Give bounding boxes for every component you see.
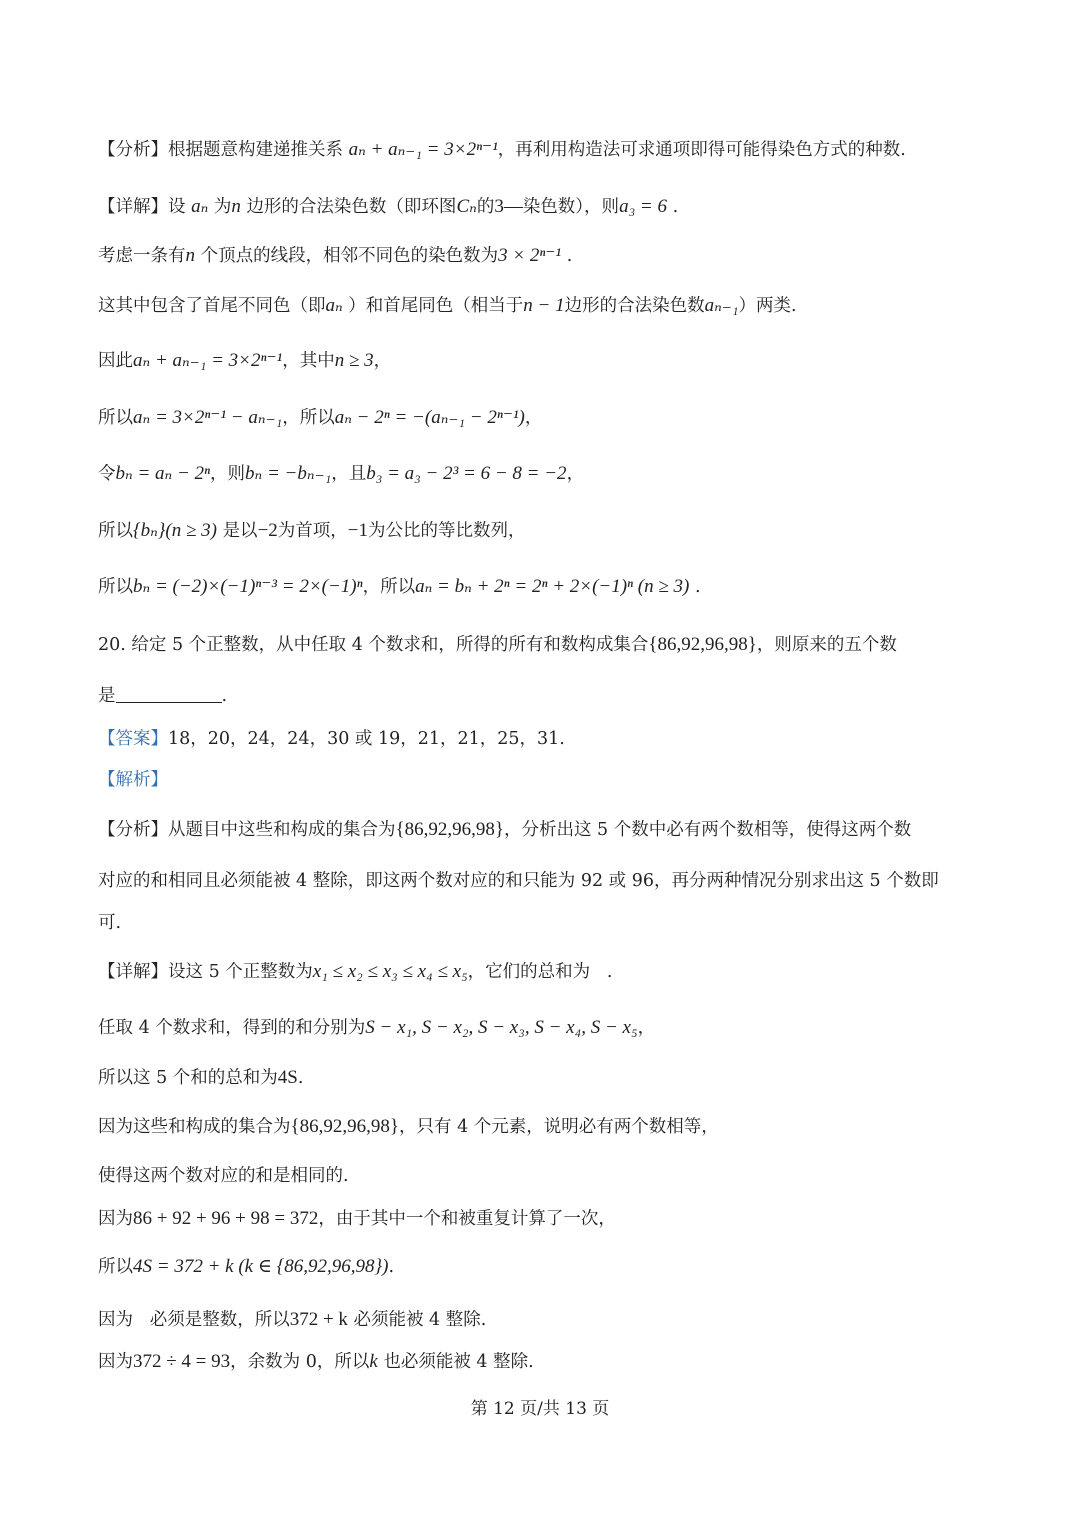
question-20-line-1 bbox=[98, 632, 988, 658]
formula: 4S bbox=[277, 1067, 298, 1088]
text: ，余数为 0，所以 bbox=[230, 1352, 370, 1372]
text: 染色数），则 bbox=[522, 197, 620, 217]
text: 设这 5 个正整数为 bbox=[168, 962, 313, 982]
formula: 3— bbox=[494, 196, 523, 217]
formula: {bₙ}(n ≥ 3) bbox=[133, 520, 217, 541]
text: 根据题意构建递推关系 bbox=[168, 140, 343, 160]
text: 所以 bbox=[98, 521, 133, 541]
text: 的 bbox=[476, 197, 495, 217]
text: 必须是整数，所以 bbox=[149, 1310, 290, 1330]
text: 所以 bbox=[98, 577, 133, 597]
text: ， bbox=[637, 1018, 656, 1038]
tag-analysis: 【分析】 bbox=[98, 820, 168, 840]
text: 也必须能被 4 整除. bbox=[383, 1352, 534, 1372]
formula: n ≥ 3 bbox=[334, 350, 374, 371]
formula: aₙ₋₁ bbox=[704, 295, 739, 316]
text: 必须能被 4 整除. bbox=[353, 1310, 487, 1330]
text: ，分析出这 5 个数中必有两个数相等，使得这两个数 bbox=[504, 820, 912, 840]
detail-line-16 bbox=[98, 1307, 988, 1333]
text: 所以 bbox=[98, 408, 133, 428]
text: ，其中 bbox=[282, 351, 335, 371]
formula: n bbox=[231, 196, 241, 217]
detail-line-11 bbox=[98, 1065, 988, 1091]
text: ）两类. bbox=[738, 296, 797, 316]
detail-line-9 bbox=[98, 959, 988, 985]
detail-line-13 bbox=[98, 1163, 988, 1189]
text: 设 bbox=[168, 197, 186, 217]
text: 所以这 5 个和的总和为 bbox=[98, 1068, 278, 1088]
text: 因为 bbox=[98, 1209, 133, 1229]
solution-heading bbox=[98, 767, 988, 793]
text: 可. bbox=[98, 913, 122, 933]
tag-answer: 【答案】 bbox=[98, 729, 168, 749]
text: 为公比的等比数列， bbox=[368, 521, 526, 541]
text: . bbox=[694, 577, 701, 597]
text: ，它们的总和为 bbox=[467, 962, 591, 982]
formula: aₙ + aₙ₋₁ = 3×2ⁿ⁻¹ bbox=[133, 350, 283, 371]
text: 为 bbox=[213, 197, 232, 217]
formula: aₙ + aₙ₋₁ = 3×2ⁿ⁻¹ bbox=[348, 139, 498, 160]
tag-solution: 【解析】 bbox=[98, 770, 168, 790]
formula: 3 × 2ⁿ⁻¹ bbox=[498, 245, 562, 266]
detail-line-6 bbox=[98, 461, 988, 487]
formula: n − 1 bbox=[523, 295, 565, 316]
detail-line-5 bbox=[98, 405, 988, 431]
analysis-line-1 bbox=[98, 137, 988, 163]
text: ，则 bbox=[210, 464, 246, 484]
formula: aₙ bbox=[191, 196, 209, 217]
text: 为首项， bbox=[277, 521, 348, 541]
text: . bbox=[566, 246, 573, 266]
text: ， bbox=[524, 408, 543, 428]
text: 因为这些和构成的集合为 bbox=[98, 1117, 291, 1137]
detail-line-1 bbox=[98, 194, 988, 220]
text: ，再利用构造法可求通项即得可能得染色方式的种数. bbox=[497, 140, 906, 160]
answer-line bbox=[98, 726, 988, 752]
formula: x₁ ≤ x₂ ≤ x₃ ≤ x₄ ≤ x₅ bbox=[312, 961, 468, 982]
text: . bbox=[388, 1257, 395, 1277]
formula: 86 + 92 + 96 + 98 = 372 bbox=[133, 1208, 319, 1229]
formula: aₙ = 3×2ⁿ⁻¹ − aₙ₋₁ bbox=[133, 407, 283, 428]
text: ，所以 bbox=[362, 577, 416, 597]
detail-line-2 bbox=[98, 243, 988, 269]
detail-line-14 bbox=[98, 1206, 988, 1232]
text: 使得这两个数对应的和是相同的. bbox=[98, 1166, 349, 1186]
text: 从题目中这些和构成的集合为 bbox=[168, 820, 396, 840]
formula: {86,92,96,98} bbox=[395, 819, 504, 840]
analysis-line-2 bbox=[98, 817, 988, 843]
text: ，且 bbox=[331, 464, 367, 484]
text: 边形的合法染色数（即环图 bbox=[246, 197, 457, 217]
formula: aₙ − 2ⁿ = −(aₙ₋₁ − 2ⁿ⁻¹) bbox=[334, 407, 525, 428]
text: 个顶点的线段，相邻不同色的染色数为 bbox=[200, 246, 499, 266]
text: 考虑一条有 bbox=[98, 246, 186, 266]
text: 这其中包含了首尾不同色（即 bbox=[98, 296, 326, 316]
text: 对应的和相同且必须能被 4 整除，即这两个数对应的和只能为 92 或 96，再分两种情况分别求出这 5 个数即 bbox=[98, 871, 939, 891]
formula: −2 bbox=[257, 520, 278, 541]
detail-line-17 bbox=[98, 1349, 988, 1375]
formula: Cₙ bbox=[456, 196, 477, 217]
text: . bbox=[297, 1068, 304, 1088]
detail-line-7 bbox=[98, 518, 988, 544]
text: 所以 bbox=[98, 1257, 133, 1277]
text: ，只有 4 个元素，说明必有两个数相等， bbox=[399, 1117, 719, 1137]
text: ，则原来的五个数 bbox=[756, 635, 897, 655]
tag-detail: 【详解】 bbox=[98, 197, 168, 217]
text: 因为 bbox=[98, 1352, 133, 1372]
formula: −1 bbox=[347, 520, 368, 541]
text: 是以 bbox=[222, 521, 258, 541]
text: . bbox=[606, 962, 613, 982]
formula: b₃ = a₃ − 2³ = 6 − 8 = −2 bbox=[366, 463, 567, 484]
tag-analysis: 【分析】 bbox=[98, 140, 168, 160]
formula: bₙ = (−2)×(−1)ⁿ⁻³ = 2×(−1)ⁿ bbox=[133, 576, 363, 597]
detail-line-4 bbox=[98, 348, 988, 374]
formula: bₙ = aₙ − 2ⁿ bbox=[115, 463, 211, 484]
question-text: 20. 给定 5 个正整数，从中任取 4 个数求和，所得的所有和数构成集合 bbox=[98, 635, 649, 655]
text: ，所以 bbox=[282, 408, 335, 428]
tag-detail: 【详解】 bbox=[98, 962, 168, 982]
detail-line-3 bbox=[98, 293, 988, 319]
formula: k bbox=[369, 1351, 378, 1372]
formula: 4S = 372 + k (k ∈ {86,92,96,98}) bbox=[133, 1256, 389, 1277]
analysis-line-3 bbox=[98, 868, 988, 894]
text: 边形的合法染色数 bbox=[564, 296, 705, 316]
text: 是 bbox=[98, 686, 116, 706]
text: 因此 bbox=[98, 351, 133, 371]
page-footer: 第 12 页/共 13 页 bbox=[470, 1399, 610, 1419]
detail-line-12 bbox=[98, 1114, 988, 1140]
formula: {86,92,96,98} bbox=[290, 1116, 399, 1137]
formula: a₃ = 6 bbox=[619, 196, 667, 217]
text: ，由于其中一个和被重复计算了一次， bbox=[318, 1209, 616, 1229]
text: 令 bbox=[98, 464, 116, 484]
text: ， bbox=[566, 464, 585, 484]
detail-line-8 bbox=[98, 574, 988, 600]
formula: S − x₁, S − x₂, S − x₃, S − x₄, S − x₅ bbox=[365, 1017, 638, 1038]
answer-text: 18，20，24，24，30 或 19，21，21，25，31. bbox=[168, 729, 565, 749]
formula: n bbox=[185, 245, 195, 266]
text: . bbox=[221, 686, 228, 706]
formula: aₙ bbox=[325, 295, 343, 316]
formula: {86,92,96,98} bbox=[648, 634, 757, 655]
text: ）和首尾同色（相当于 bbox=[348, 296, 524, 316]
formula: 372 + k bbox=[289, 1309, 348, 1330]
text: ， bbox=[373, 351, 392, 371]
formula: bₙ = −bₙ₋₁ bbox=[245, 463, 332, 484]
analysis-line-4 bbox=[98, 910, 988, 936]
answer-blank bbox=[116, 684, 222, 703]
formula: 372 ÷ 4 = 93 bbox=[133, 1351, 231, 1372]
text: 因为 bbox=[98, 1310, 133, 1330]
detail-line-10 bbox=[98, 1015, 988, 1041]
question-20-line-2 bbox=[98, 683, 988, 709]
detail-line-15 bbox=[98, 1254, 988, 1280]
formula: aₙ = bₙ + 2ⁿ = 2ⁿ + 2×(−1)ⁿ (n ≥ 3) bbox=[415, 576, 690, 597]
text: . bbox=[672, 197, 679, 217]
text: 任取 4 个数求和，得到的和分别为 bbox=[98, 1018, 366, 1038]
